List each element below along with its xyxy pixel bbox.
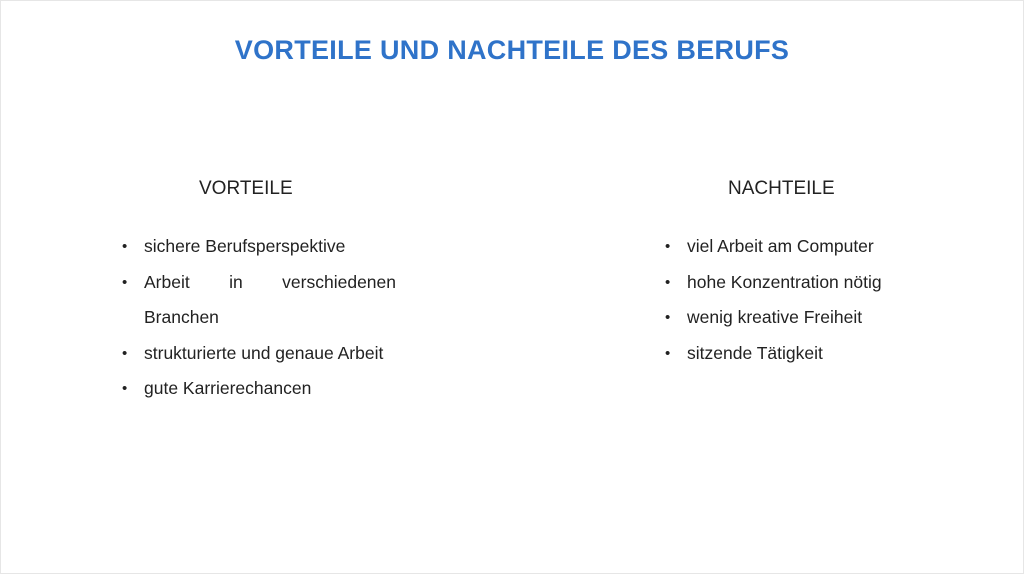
- bullet-icon: •: [665, 344, 671, 362]
- bullet-icon: •: [122, 273, 128, 291]
- list-item: [113, 371, 396, 407]
- list-item-text: sitzende Tätigkeit: [687, 342, 823, 363]
- list-item: [656, 336, 926, 372]
- list-item: [656, 229, 926, 265]
- list-item: [113, 265, 396, 336]
- list-item: [656, 265, 926, 301]
- bullet-icon: •: [665, 238, 671, 255]
- bullet-icon: •: [122, 380, 128, 397]
- disadvantages-heading: NACHTEILE: [728, 178, 835, 199]
- advantages-column: [113, 177, 403, 407]
- list-item-text: sichere Berufsperspektive: [144, 236, 346, 256]
- bullet-icon: •: [665, 309, 671, 326]
- list-item: [656, 300, 926, 336]
- disadvantages-column: [656, 177, 926, 371]
- list-item-text: Arbeit in verschiedenen Branchen: [144, 271, 396, 327]
- advantages-heading: VORTEILE: [199, 178, 293, 199]
- bullet-icon: •: [665, 273, 671, 291]
- list-item-text: gute Karrierechancen: [144, 378, 312, 398]
- list-item-text: viel Arbeit am Computer: [687, 236, 874, 256]
- list-item-text: wenig kreative Freiheit: [687, 307, 863, 327]
- bullet-icon: •: [122, 344, 128, 362]
- bullet-icon: •: [122, 238, 128, 255]
- list-item: [113, 336, 396, 372]
- list-item-text: strukturierte und genaue Arbeit: [144, 342, 384, 363]
- list-item-text: hohe Konzentration nötig: [687, 271, 882, 292]
- advantages-list: [113, 229, 403, 407]
- disadvantages-list: [656, 229, 926, 371]
- list-item: [113, 229, 396, 265]
- slide-title: VORTEILE UND NACHTEILE DES BERUFS: [234, 35, 790, 65]
